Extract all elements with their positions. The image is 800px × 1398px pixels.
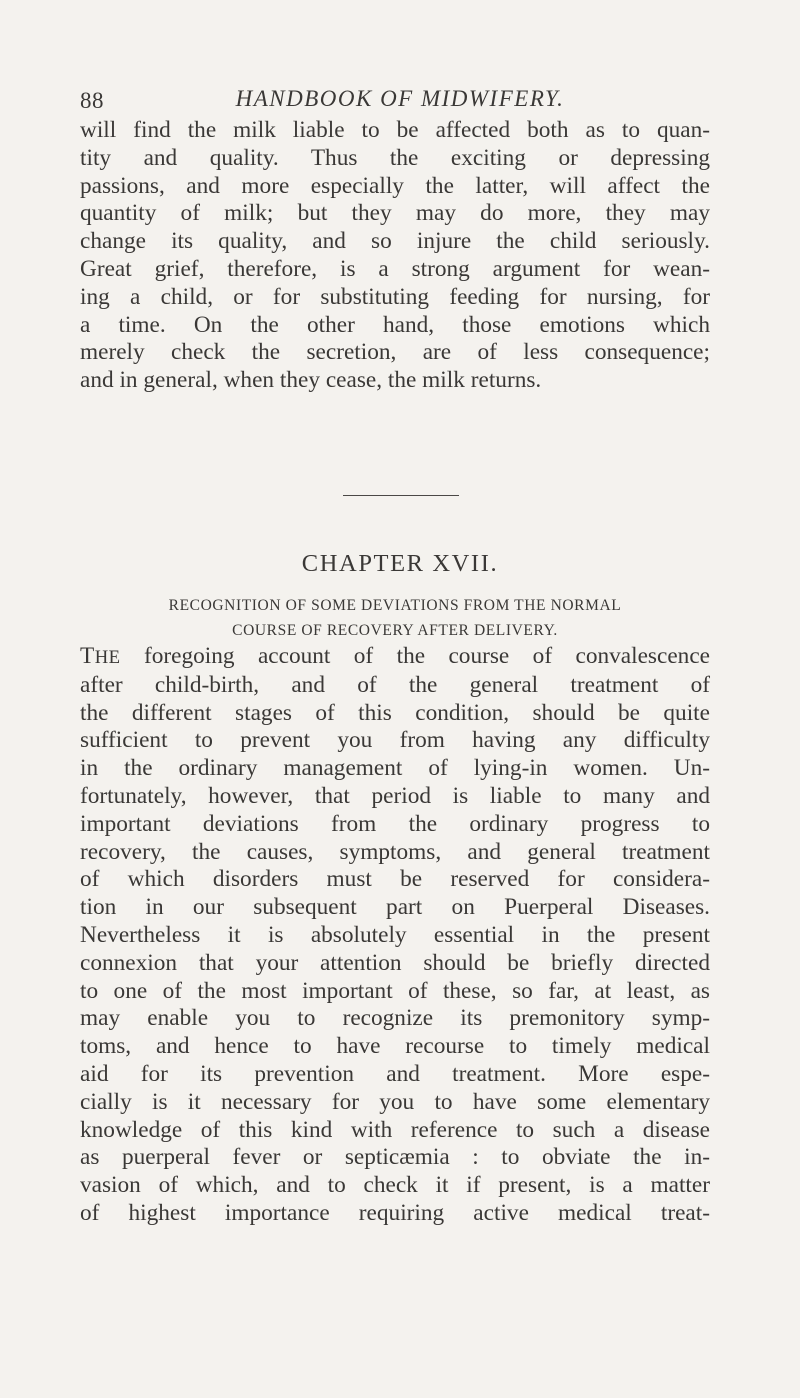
text-line: toms, and hence to have recourse to timely medical bbox=[80, 1033, 710, 1060]
text-line: merely check the secretion, are of less consequence; bbox=[80, 339, 710, 366]
text-line: of which disorders must be reserved for considera- bbox=[80, 866, 710, 893]
text-line: important deviations from the ordinary progress to bbox=[80, 810, 710, 837]
text-line: tity and quality. Thus the exciting or depressing bbox=[80, 144, 710, 171]
text-line: will find the milk liable to be affected both as to quan- bbox=[80, 117, 710, 143]
text-line: as puerperal fever or septicæmia : to obviate the in- bbox=[80, 1144, 710, 1171]
text-line: recovery, the causes, symptoms, and general treatment bbox=[80, 838, 710, 865]
text-line bbox=[80, 643, 710, 672]
text-line: ing a child, or for substituting feeding for nursing, for bbox=[80, 283, 710, 310]
text-line: the different stages of this condition, should be quite bbox=[80, 699, 710, 726]
text-line: a time. On the other hand, those emotions which bbox=[80, 311, 710, 338]
lead-rest: HE bbox=[94, 647, 121, 668]
text-line: change its quality, and so injure the child seriously. bbox=[80, 228, 710, 255]
text-line: and in general, when they cease, the milk returns. bbox=[80, 367, 542, 394]
continued-paragraph bbox=[80, 117, 710, 395]
text-line: quantity of milk; but they may do more, they may bbox=[80, 200, 710, 227]
small-caps-lead bbox=[80, 643, 121, 669]
text-line: knowledge of this kind with reference to such a disease bbox=[80, 1116, 710, 1143]
text-line: sufficient to prevent you from having any difficulty bbox=[80, 727, 710, 754]
running-head: HANDBOOK OF MIDWIFERY. bbox=[235, 86, 565, 111]
text-line: passions, and more especially the latter, will affect the bbox=[80, 172, 710, 199]
text-line: tion in our subsequent part on Puerperal Diseases. bbox=[80, 894, 710, 921]
lead-initial: T bbox=[80, 643, 95, 669]
text-line: in the ordinary management of lying-in women. Un- bbox=[80, 755, 710, 782]
text-line: of highest importance requiring active medical treat- bbox=[80, 1199, 710, 1226]
chapter-title: CHAPTER XVII. bbox=[301, 550, 499, 577]
section-divider-rule bbox=[343, 495, 459, 496]
text-line: connexion that your attention should be briefly directed bbox=[80, 949, 710, 976]
page-number: 88 bbox=[80, 88, 104, 113]
first-line-text: foregoing account of the course of convalescence bbox=[120, 643, 710, 669]
subtitle-line: RECOGNITION OF SOME DEVIATIONS FROM THE NORMAL bbox=[168, 597, 622, 614]
text-line: Great grief, therefore, is a strong argument for wean- bbox=[80, 255, 710, 282]
text-line: cially is it necessary for you to have some elementary bbox=[80, 1088, 710, 1115]
chapter-body-paragraph bbox=[80, 643, 710, 1228]
text-line: vasion of which, and to check it if present, is a matter bbox=[80, 1172, 710, 1199]
text-line: to one of the most important of these, so far, at least, as bbox=[80, 977, 710, 1004]
text-line: Nevertheless it is absolutely essential in the present bbox=[80, 921, 710, 948]
text-line: fortunately, however, that period is liable to many and bbox=[80, 782, 710, 809]
text-line: after child-birth, and of the general treatment of bbox=[80, 671, 710, 698]
subtitle-line: COURSE OF RECOVERY AFTER DELIVERY. bbox=[232, 622, 558, 639]
chapter-subtitle bbox=[80, 593, 710, 643]
text-line: aid for its prevention and treatment. More espe- bbox=[80, 1060, 710, 1087]
text-line: may enable you to recognize its premonitory symp- bbox=[80, 1005, 710, 1032]
